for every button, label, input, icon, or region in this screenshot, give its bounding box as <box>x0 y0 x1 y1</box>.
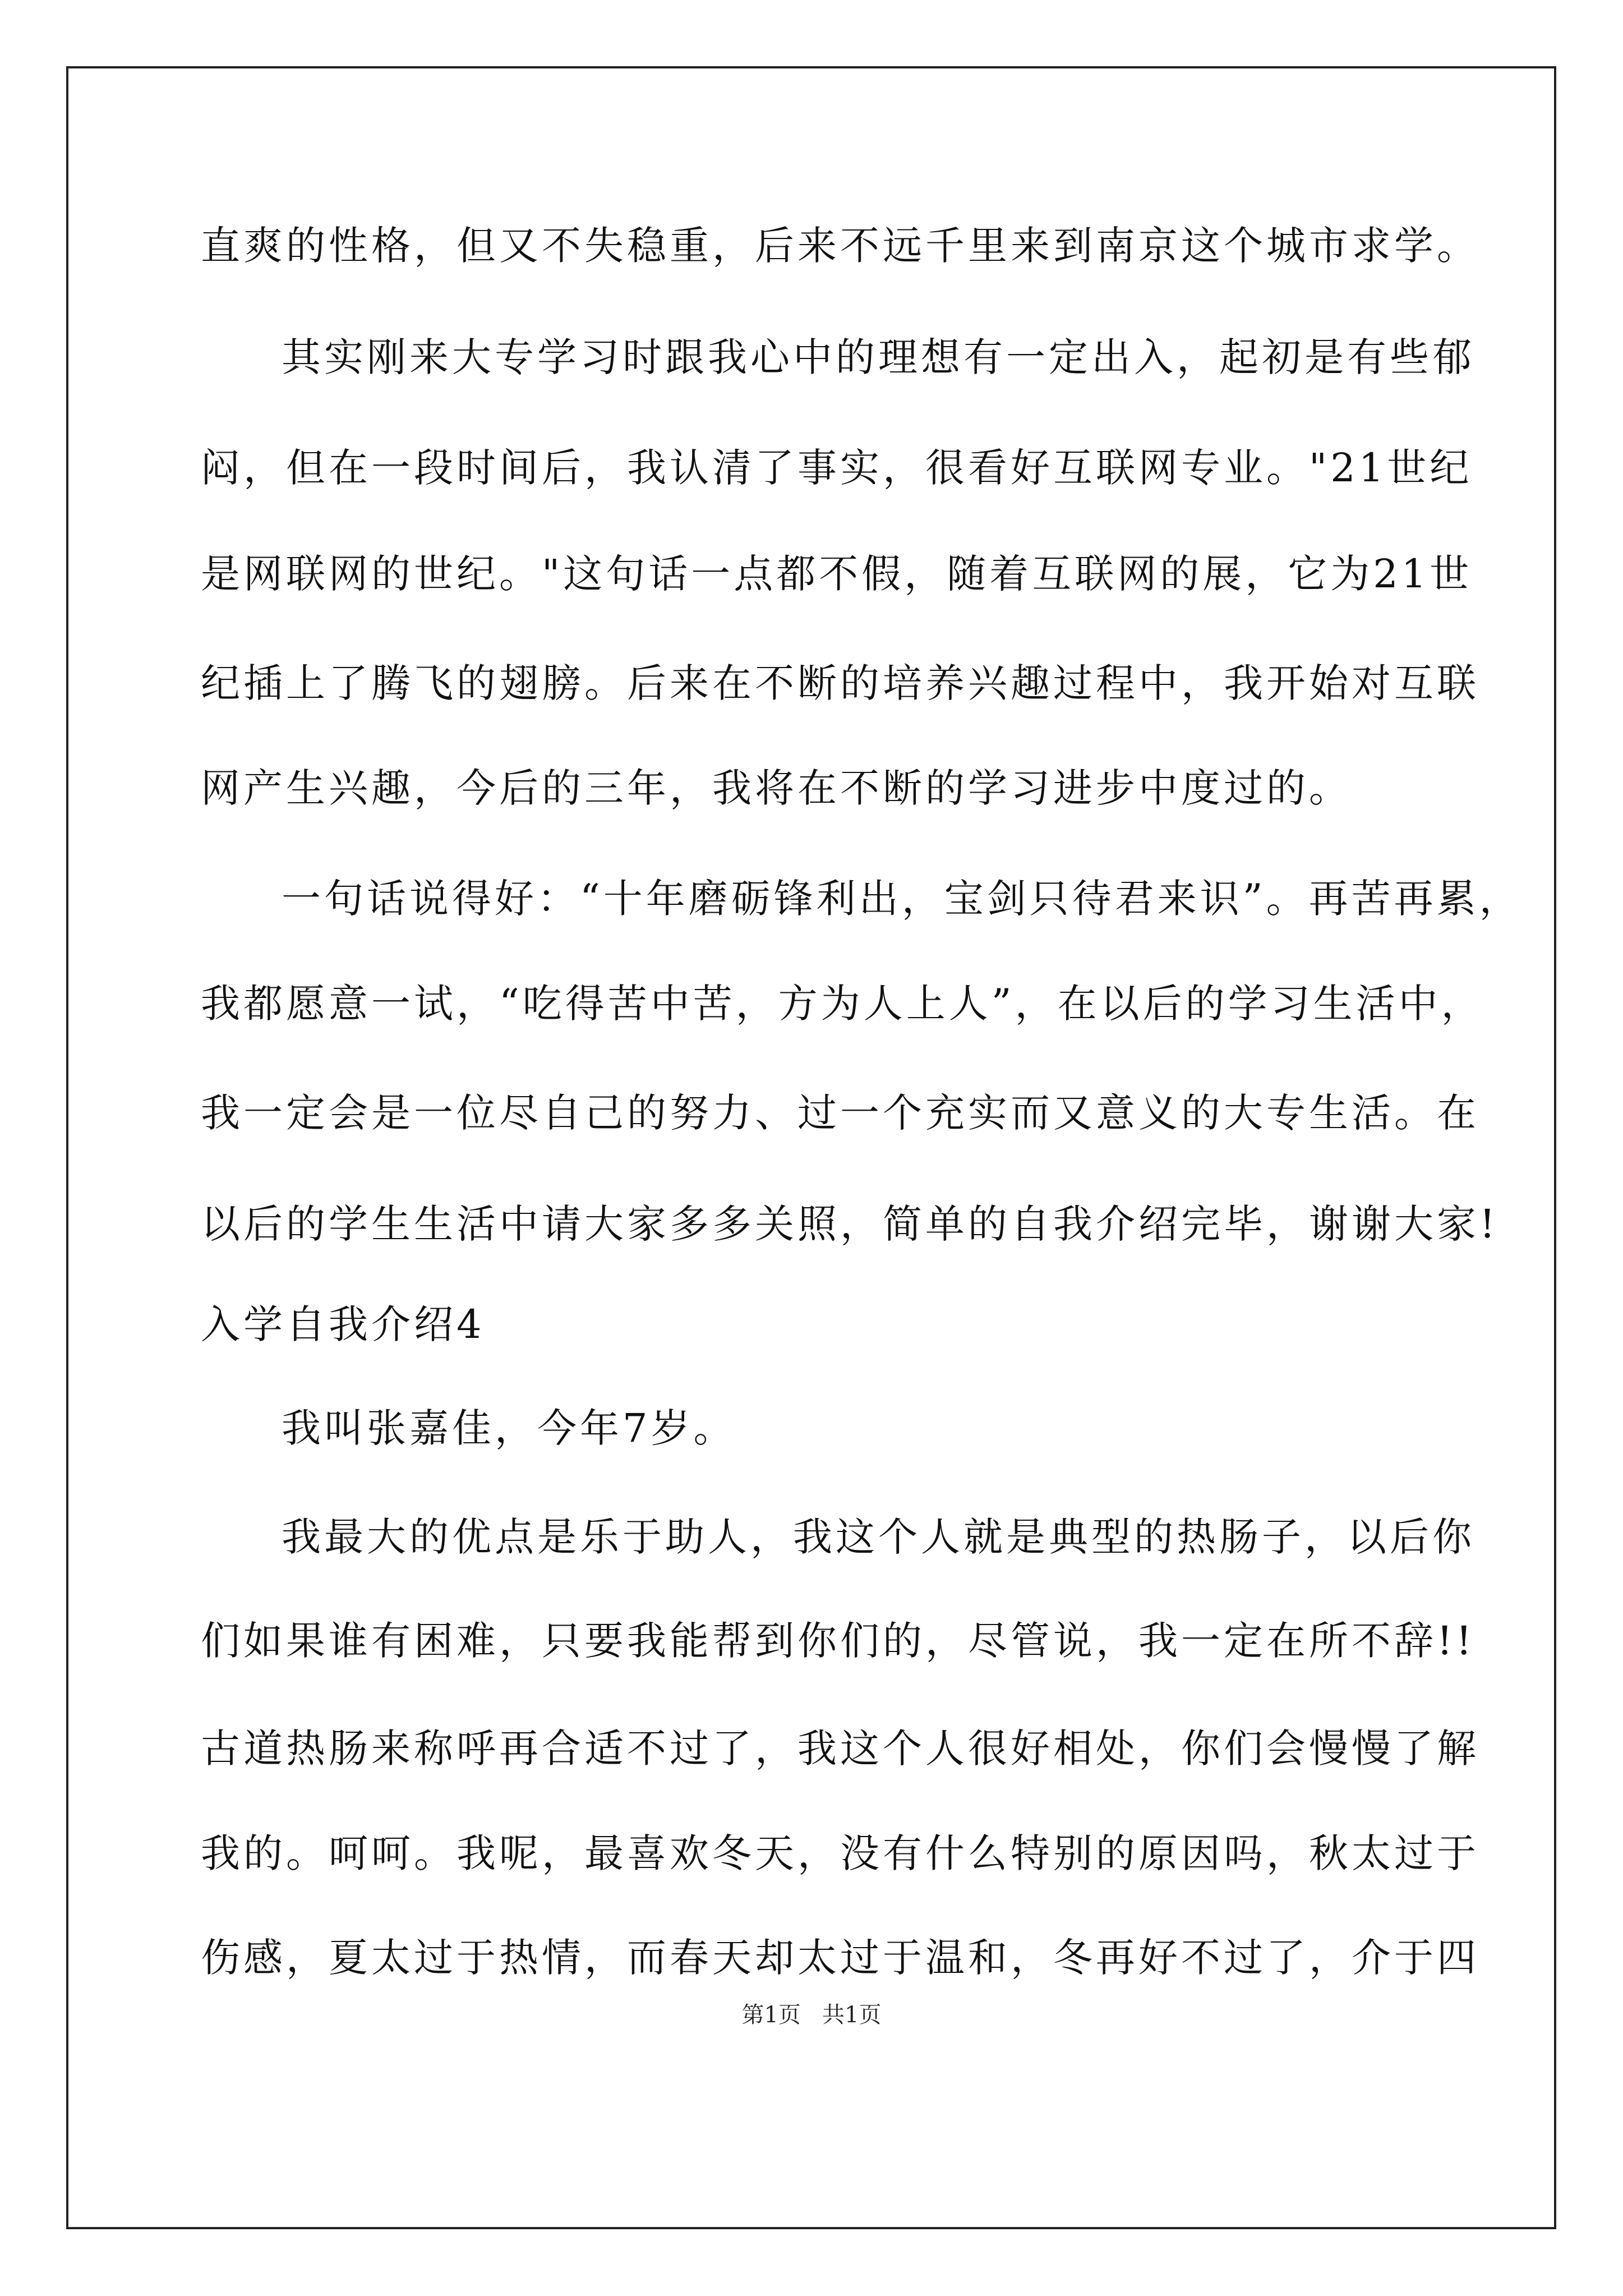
text-line: 一句话说得好：“十年磨砺锋利出，宝剑只待君来识”。再苦再累， <box>282 876 1522 922</box>
text-line: 我的。呵呵。我呢，最喜欢冬天，没有什么特别的原因吗，秋太过于 <box>201 1830 1479 1876</box>
text-line: 纪插上了腾飞的翅膀。后来在不断的培养兴趣过程中，我开始对互联 <box>201 660 1479 706</box>
section-heading: 入学自我介绍4 <box>201 1301 485 1347</box>
text-line: 我一定会是一位尽自己的努力、过一个充实而又意义的大专生活。在 <box>201 1090 1479 1136</box>
text-line: 以后的学生生活中请大家多多关照，简单的自我介绍完毕，谢谢大家! <box>201 1201 1499 1247</box>
text-line: 我都愿意一试，“吃得苦中苦，方为人上人”，在以后的学习生活中， <box>201 981 1484 1027</box>
text-line: 网产生兴趣，今后的三年，我将在不断的学习进步中度过的。 <box>201 765 1352 811</box>
text-line: 我叫张嘉佳，今年7岁。 <box>282 1405 736 1451</box>
text-line: 直爽的性格，但又不失稳重，后来不远千里来到南京这个城市求学。 <box>201 223 1479 269</box>
page-border <box>66 66 1556 2229</box>
text-line: 伤感，夏太过于热情，而春天却太过于温和，冬再好不过了，介于四 <box>201 1935 1479 1981</box>
text-line: 其实刚来大专学习时跟我心中的理想有一定出入，起初是有些郁 <box>282 334 1475 380</box>
text-line: 我最大的优点是乐于助人，我这个人就是典型的热肠子，以后你 <box>282 1514 1475 1560</box>
text-line: 是网联网的世纪。"这句话一点都不假，随着互联网的展，它为21世 <box>201 551 1473 597</box>
text-line: 古道热肠来称呼再合适不过了，我这个人很好相处，你们会慢慢了解 <box>201 1726 1479 1772</box>
text-line: 闷，但在一段时间后，我认清了事实，很看好互联网专业。"21世纪 <box>201 445 1473 491</box>
page-footer: 第1页 共1页 <box>741 2002 882 2028</box>
text-line: 们如果谁有困难，只要我能帮到你们的，尽管说，我一定在所不辞!! <box>201 1618 1476 1664</box>
